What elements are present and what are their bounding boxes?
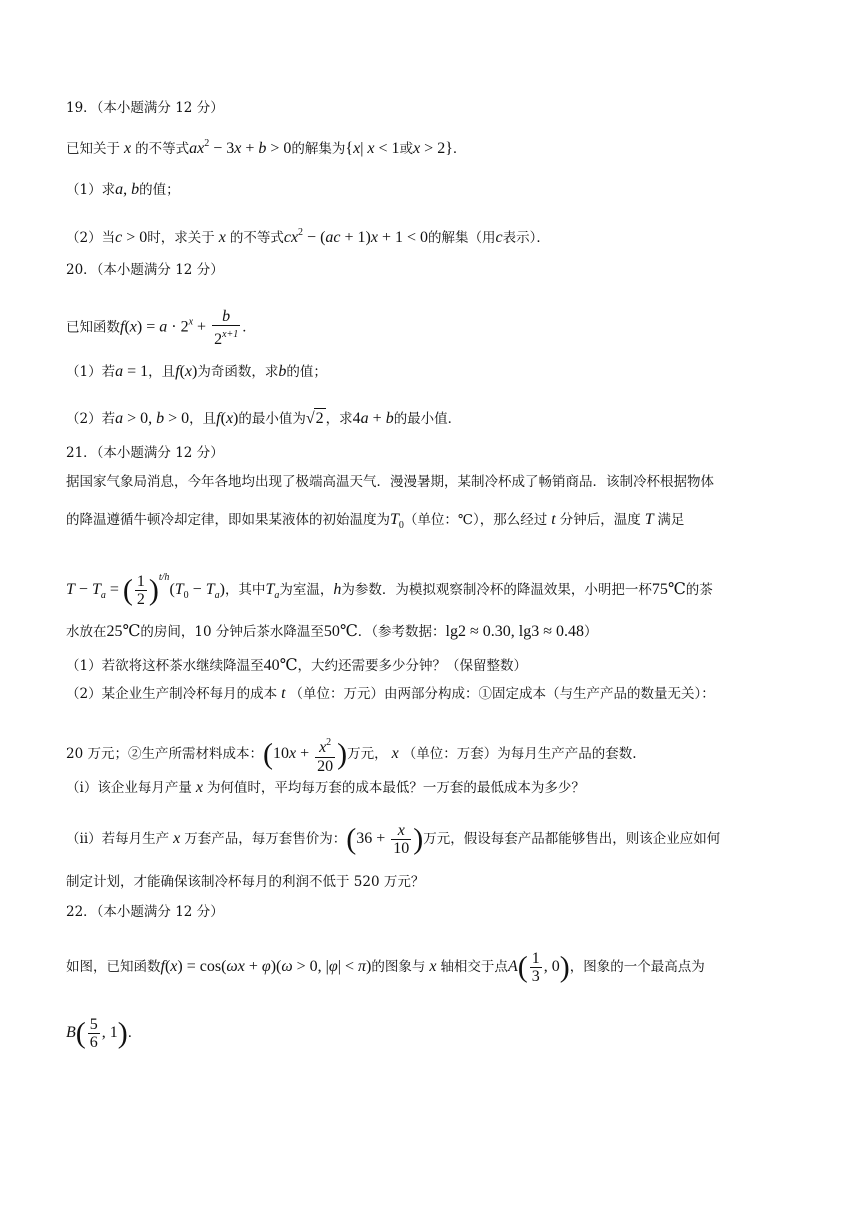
q21-part2-line2: 20 万元；②生产所需材料成本：(10x + $\frac{x^2}{20}$ )万元， x （单位：万套）为每月生产产品的套数. xyxy=(66,734,637,775)
q20-stem: 已知函数$f(x) = a \cdot 2^x$ + $\frac{b}{2^{x+1}}$ ． xyxy=(66,308,256,348)
q21-line2: 的降温遵循牛顿冷却定律，即如果某液体的初始温度为$T_0$（单位：℃），那么经过 t 分钟后，温度 T 满足 xyxy=(66,511,685,531)
q19-stem: 已知关于 x 的不等式$ax^2 - 3x + b > 0$的解集为{x| x < 1或x > 2}． xyxy=(66,138,467,157)
q21-part2: （2）某企业生产制冷杯每月的成本 t （单位：万元）由两部分构成：①固定成本（与生产产品的数量无关）： xyxy=(66,685,715,702)
q20-part1: （1）若a = 1，且f(x)为奇函数，求b的值； xyxy=(66,363,327,380)
q20-header: 20．（本小题满分 12 分） xyxy=(66,262,224,278)
q22-point-b: B( $\frac{5}{6}$ , 1)． xyxy=(66,1016,142,1051)
q21-sub2-line2: 制定计划，才能确保该制冷杯每月的利润不低于 520 万元？ xyxy=(66,874,425,890)
q21-sub1: （i）该企业每月产量 x 为何值时，平均每万套的成本最低？一万套的最低成本为多少？ xyxy=(66,779,585,796)
q21-header: 21．（本小题满分 12 分） xyxy=(66,445,224,461)
q19-part2: （2）当c > 0时，求关于 x 的不等式$cx^2 - (ac + 1)x + 1 < 0$的解集（用c表示）． xyxy=(66,227,550,246)
q21-line1: 据国家气象局消息，今年各地均出现了极端高温天气．漫漫暑期，某制冷杯成了畅销商品．该制冷杯根据物体 xyxy=(66,474,714,490)
q21-part1: （1）若欲将这杯茶水继续降温至40℃，大约还需要多少分钟？（保留整数） xyxy=(66,657,527,674)
q21-line4: 水放在25℃的房间，10 分钟后茶水降温至50℃．（参考数据：lg2 ≈ 0.30, lg3 ≈ 0.48） xyxy=(66,623,598,640)
q19-header: 19．（本小题满分 12 分） xyxy=(66,100,224,116)
q19-part1: （1）求a, b的值； xyxy=(66,181,180,198)
q22-stem: 如图，已知函数f(x) = cos(ωx + φ)(ω > 0, |φ| < π)的图象与 x 轴相交于点A( $\frac{1}{3}$ , 0)，图象的一个最高点为 xyxy=(66,950,705,985)
q20-part2: （2）若a > 0, b > 0，且f(x)的最小值为√2 ，求4a + b的最小值． xyxy=(66,410,462,427)
q21-sub2: （ii）若每月生产 x 万套产品，每万套售价为：(36 + $\frac{x}{10}$ )万元，假设每套产品都能够售出，则该企业应如何 xyxy=(66,822,721,857)
q21-line3: $T - T_a$ = ( $\frac{1}{2}$ )$^{t/h}(T_0 - T_a)$，其中$T_a$为室温，h为参数．为模拟观察制冷杯的降温效果，小明把一杯75℃的茶 xyxy=(66,572,713,608)
q22-header: 22．（本小题满分 12 分） xyxy=(66,904,224,920)
